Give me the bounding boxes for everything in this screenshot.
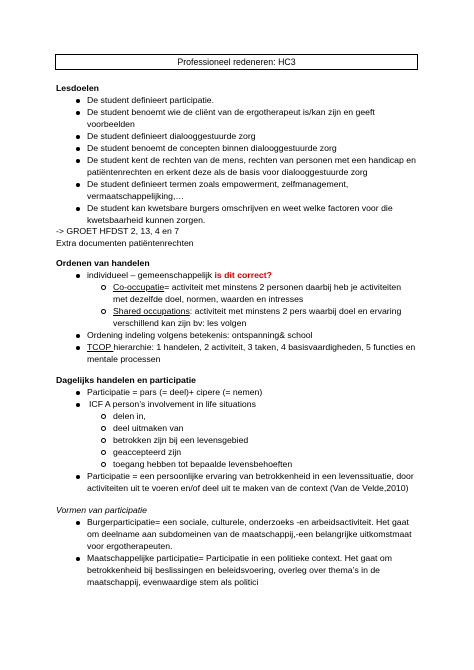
list-item-continued: voor ergotherapeuten. — [87, 541, 173, 551]
list-item: Ordening indeling volgens betekenis: ontspanning& school — [87, 330, 313, 340]
sub-list-item: deel uitmaken van — [113, 423, 184, 433]
list-item-continued: patiëntenrechten en erkent deze als de basis voor dialooggestuurde zorg — [87, 167, 368, 177]
definition-text: : activiteit met minstens 2 pers waarbij doel en ervaring — [189, 306, 402, 316]
bullet — [76, 557, 80, 561]
sub-list-item: geaccepteerd zijn — [113, 447, 182, 457]
sub-list-item — [113, 282, 401, 293]
bullet — [76, 334, 80, 338]
list-item — [87, 342, 415, 353]
bullet — [76, 346, 80, 350]
sub-list-item-continued: met dezelfde doel, normen, waarden en intresses — [113, 294, 304, 304]
section-heading-ordenen: Ordenen van handelen — [56, 258, 150, 268]
term-co-occupatie: Co-occupatie — [113, 282, 165, 292]
sub-bullet — [101, 285, 106, 290]
section-heading-lesdoelen: Lesdoelen — [56, 83, 99, 93]
sub-list-item — [113, 306, 401, 317]
bullet — [76, 391, 80, 395]
sub-bullet — [101, 450, 106, 455]
definition-text: = activiteit met minstens 2 personen daarbij heb je activiteiten — [164, 282, 402, 292]
list-item: Participatie = een persoonlijke ervaring van betrokkenheid in een levenssituatie, door — [87, 471, 414, 481]
sub-bullet — [101, 426, 106, 431]
bullet — [76, 475, 80, 479]
list-item-continued: voorbeelden — [87, 119, 135, 129]
list-item: De student definieert termen zoals empowerment, zelfmanagement, — [87, 179, 349, 189]
bullet — [76, 111, 80, 115]
sub-bullet — [101, 309, 106, 314]
extra-documents-note: Extra documenten patiëntenrechten — [56, 238, 194, 248]
list-item: De student definieert participatie. — [87, 95, 215, 105]
list-item-continued: maatschappij, evenwaardige stem als politici — [87, 577, 259, 587]
term-shared-occupations: Shared occupations — [113, 306, 190, 316]
bullet — [76, 521, 80, 525]
bullet — [76, 99, 80, 103]
term-tcop: TCOP — [87, 342, 114, 352]
section-heading-dagelijks: Dagelijks handelen en participatie — [56, 375, 197, 385]
document-title: Professioneel redeneren: HC3 — [55, 54, 418, 70]
list-item-continued: mentale processen — [87, 354, 161, 364]
bullet — [76, 403, 80, 407]
list-item: Maatschappelijke participatie= Participatie in een politieke context. Het gaat om — [87, 553, 392, 563]
list-item-continued: activiteiten uit te voeren en/of deel uit te maken van de context (Van de Velde,2010) — [87, 483, 409, 493]
individueel-label: individueel – gemeenschappelijk — [87, 270, 215, 280]
sub-bullet — [101, 438, 106, 443]
sub-list-item: delen in, — [113, 411, 146, 421]
list-item: De student benoemt wie de cliënt van de ergotherapeut is/kan zijn en geeft — [87, 107, 375, 117]
list-item — [87, 270, 272, 281]
list-item-continued: vermaatschappelijking,… — [87, 191, 185, 201]
bullet — [76, 183, 80, 187]
bullet — [76, 159, 80, 163]
list-item: De student definieert dialooggestuurde zorg — [87, 131, 256, 141]
list-item: Participatie = pars (= deel)+ cipere (= nemen) — [87, 387, 263, 397]
groet-reference: -> GROET HFDST 2, 13, 4 en 7 — [56, 226, 180, 236]
correctness-question: is dit correct? — [214, 270, 272, 280]
section-heading-vormen: Vormen van participatie — [56, 505, 147, 515]
list-item: De student kan kwetsbare burgers omschrijven en weet welke factoren voor die — [87, 203, 393, 213]
bullet — [76, 207, 80, 211]
list-item: De student kent de rechten van de mens, rechten van personen met een handicap en — [87, 155, 416, 165]
sub-list-item: betrokken zijn bij een levensgebied — [113, 435, 249, 445]
sub-bullet — [101, 414, 106, 419]
list-item: ICF A person’s involvement in life situations — [89, 399, 256, 409]
list-item-continued: kwetsbaarheid kunnen zorgen. — [87, 215, 206, 225]
list-item-continued: betrokkenheid bij beslissingen en beleidsvoering, overleg over thema’s in de — [87, 565, 380, 575]
bullet — [76, 135, 80, 139]
sub-list-item: toegang hebben tot bepaalde levensbehoeften — [113, 459, 293, 469]
sub-bullet — [101, 462, 106, 467]
bullet — [76, 274, 80, 278]
list-item: Burgerparticipatie= een sociale, culturele, onderzoeks -en arbeidsactiviteit. Het gaat — [87, 517, 409, 527]
bullet — [76, 147, 80, 151]
list-item-continued: om deelname aan subdomeinen van de maatschappij,-een belangrijke uitkomstmaat — [87, 529, 412, 539]
sub-list-item-continued: verschillend kan zijn bv: les volgen — [113, 318, 247, 328]
definition-text: hierarchie: 1 handelen, 2 activiteit, 3 taken, 4 basisvaardigheden, 5 functies en — [113, 342, 416, 352]
list-item: De student benoemt de concepten binnen dialooggestuurde zorg — [87, 143, 337, 153]
